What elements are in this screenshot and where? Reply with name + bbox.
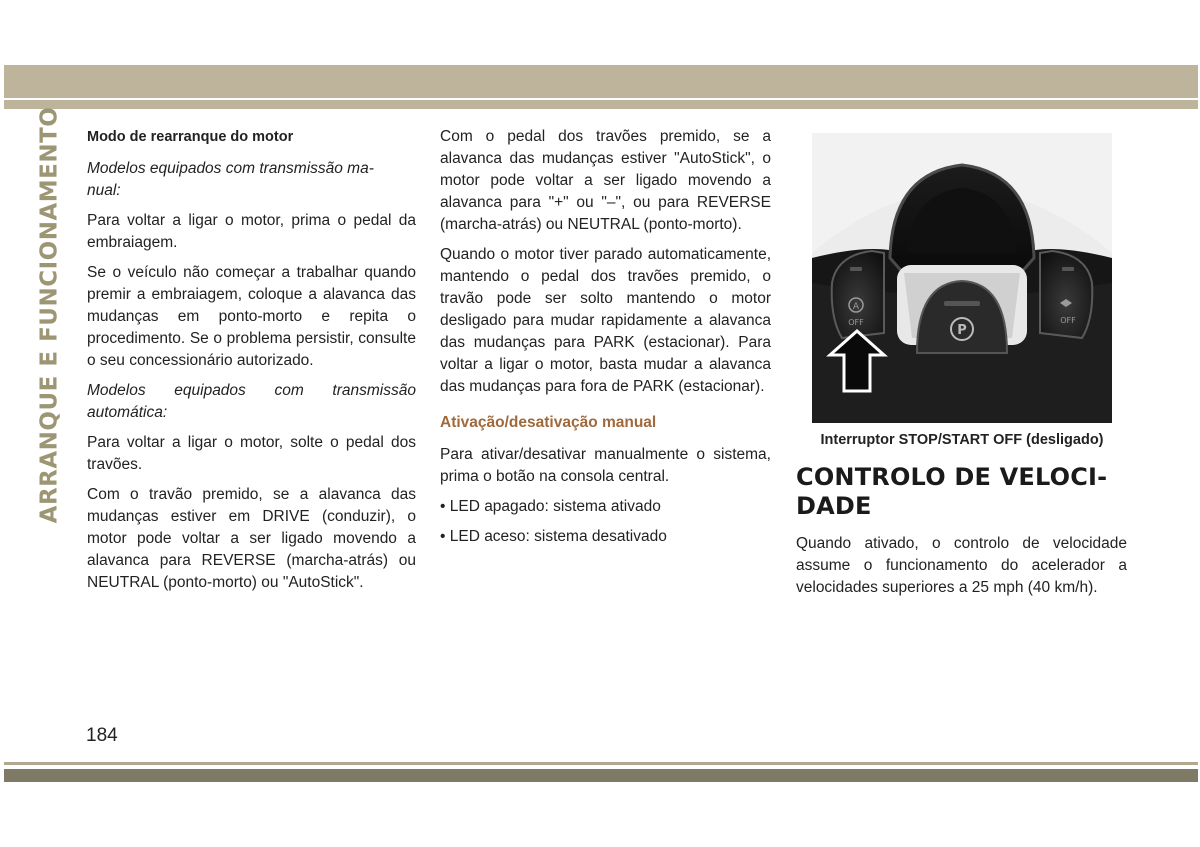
column-1 bbox=[87, 126, 416, 602]
paragraph: Para voltar a ligar o motor, prima o pedal da embraiagem. bbox=[87, 212, 416, 251]
column-2 bbox=[440, 126, 771, 556]
right-button-label: OFF bbox=[1060, 316, 1076, 325]
header-band-lower bbox=[4, 100, 1198, 109]
restart-mode-heading: Modo de rearranque do motor bbox=[87, 129, 294, 145]
stop-start-switch-photo bbox=[812, 133, 1112, 423]
figure-caption: Interruptor STOP/START OFF (desligado) bbox=[820, 432, 1104, 448]
bullet-item: • LED aceso: sistema desativado bbox=[440, 528, 667, 545]
manual-models-label: Modelos equipados com transmissão ma- nual: bbox=[87, 160, 374, 199]
bullet-item: • LED apagado: sistema ativado bbox=[440, 498, 661, 515]
footer-band bbox=[4, 769, 1198, 782]
chapter-side-tab bbox=[34, 106, 64, 524]
page-number: 184 bbox=[86, 725, 118, 746]
header-band bbox=[4, 65, 1198, 98]
paragraph: Para ativar/desativar manualmente o sistema, prima o botão na consola central. bbox=[440, 446, 771, 485]
paragraph: Para voltar a ligar o motor, solte o pedal dos travões. bbox=[87, 434, 416, 473]
column-3-body bbox=[796, 533, 1127, 607]
console-illustration bbox=[812, 133, 1112, 423]
paragraph: Quando o motor tiver parado automaticamente, mantendo o pedal dos travões premido, o travão pode ser solto mantendo o motor desligado para mudar rapidamente a alavanca das mudanças para PARK (estacionar). Para voltar a ligar o motor, basta mudar a alavanca das mudanças para fora de PARK (estacionar). bbox=[440, 246, 771, 395]
manual-activation-heading: Ativação/desativação manual bbox=[440, 414, 657, 431]
speed-control-heading: CONTROLO DE VELOCI- DADE bbox=[796, 463, 1108, 520]
paragraph: Com o pedal dos travões premido, se a alavanca das mudanças estiver "AutoStick", o motor pode voltar a ser ligado movendo a alavanca para "+" ou "–", ou para REVERSE (marcha-atrás) ou NEUTRAL (ponto-morto). bbox=[440, 128, 771, 233]
footer-line-thin bbox=[4, 762, 1198, 765]
paragraph: Quando ativado, o controlo de velocidade assume o funcionamento do acelerador a velocidades superiores a 25 mph (40 km/h). bbox=[796, 535, 1127, 596]
chapter-title: ARRANQUE E FUNCIONAMENTO bbox=[36, 106, 63, 524]
park-symbol: P bbox=[957, 323, 967, 338]
left-button-label: OFF bbox=[848, 318, 864, 327]
paragraph: Se o veículo não começar a trabalhar quando premir a embraiagem, coloque a alavanca das mudanças em ponto-morto e repita o procedimento. Se o problema persistir, consulte o seu concessionário autorizado. bbox=[87, 264, 416, 369]
svg-text:A: A bbox=[852, 302, 860, 312]
automatic-models-label: Modelos equipados com transmissão automática: bbox=[87, 382, 416, 421]
paragraph: Com o travão premido, se a alavanca das mudanças estiver em DRIVE (conduzir), o motor pode voltar a ser ligado movendo a alavanca para REVERSE (marcha-atrás) ou NEUTRAL (ponto-morto) ou "AutoStick". bbox=[87, 486, 416, 591]
